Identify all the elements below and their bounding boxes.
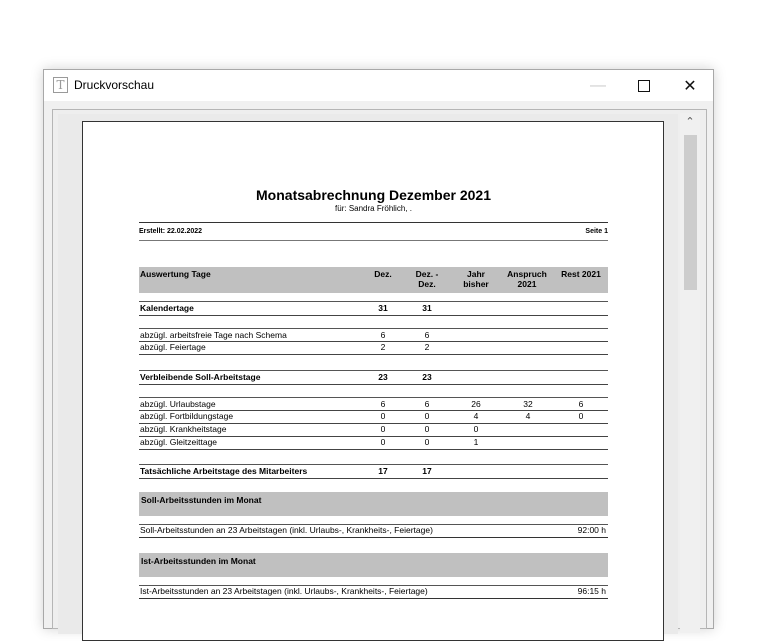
close-button[interactable]	[667, 70, 713, 101]
header-jahr-bisher: Jahr bisher	[463, 269, 489, 289]
minimize-button[interactable]	[575, 70, 621, 101]
print-preview-window	[43, 69, 714, 629]
page-number: Seite 1	[585, 228, 608, 235]
soll-section-header: Soll-Arbeitsstunden im Monat	[139, 492, 608, 516]
report-title: Monatsabrechnung Dezember 2021	[256, 187, 491, 203]
table-row: Verbleibende Soll-Arbeitstage 23 23	[139, 370, 608, 385]
maximize-button[interactable]	[621, 70, 667, 101]
table-row: abzügl. arbeitsfreie Tage nach Schema 6 6	[139, 328, 608, 342]
app-t-icon: T	[53, 77, 68, 93]
table-row: Tatsächliche Arbeitstage des Mitarbeiters 17 17	[139, 464, 608, 479]
close-icon: ✕	[683, 77, 697, 95]
header-rest: Rest 2021	[561, 269, 601, 279]
report-meta-bar	[139, 222, 608, 241]
vertical-scrollbar[interactable]	[680, 113, 700, 633]
created-date: Erstellt: 22.02.2022	[139, 228, 203, 235]
preview-client-area	[52, 109, 707, 629]
header-auswertung: Auswertung Tage	[140, 269, 211, 279]
header-dez-dez: Dez. - Dez.	[415, 269, 439, 289]
header-anspruch: Anspruch 2021	[507, 269, 547, 289]
minimize-icon: —	[590, 76, 606, 94]
table-row: abzügl. Gleitzeittage 0 0 1	[139, 436, 608, 450]
title-bar[interactable]	[44, 70, 713, 101]
window-title: Druckvorschau	[74, 78, 155, 92]
table-row: abzügl. Urlaubstage 6 6 26 32 6	[139, 397, 608, 411]
table-header	[139, 267, 608, 293]
scroll-thumb[interactable]	[684, 135, 697, 290]
table-row: Kalendertage 31 31	[139, 301, 608, 316]
ist-hours-row: Ist-Arbeitsstunden an 23 Arbeitstagen (inkl. Urlaubs-, Krankheits-, Feiertage) 96:15 h	[139, 585, 608, 599]
table-row: abzügl. Fortbildungstage 0 0 4 4 0	[139, 410, 608, 424]
document-page	[82, 121, 664, 641]
header-dez: Dez.	[374, 269, 392, 279]
soll-hours-row: Soll-Arbeitsstunden an 23 Arbeitstagen (inkl. Urlaubs-, Krankheits-, Feiertage) 92:00 h	[139, 524, 608, 538]
ist-section-header: Ist-Arbeitsstunden im Monat	[139, 553, 608, 577]
table-row: abzügl. Krankheitstage 0 0 0	[139, 423, 608, 437]
table-row: abzügl. Feiertage 2 2	[139, 341, 608, 355]
report-subtitle: für: Sandra Fröhlich, .	[335, 204, 412, 213]
maximize-icon	[638, 80, 650, 92]
scroll-up-arrow-icon[interactable]: ⌃	[685, 116, 695, 128]
